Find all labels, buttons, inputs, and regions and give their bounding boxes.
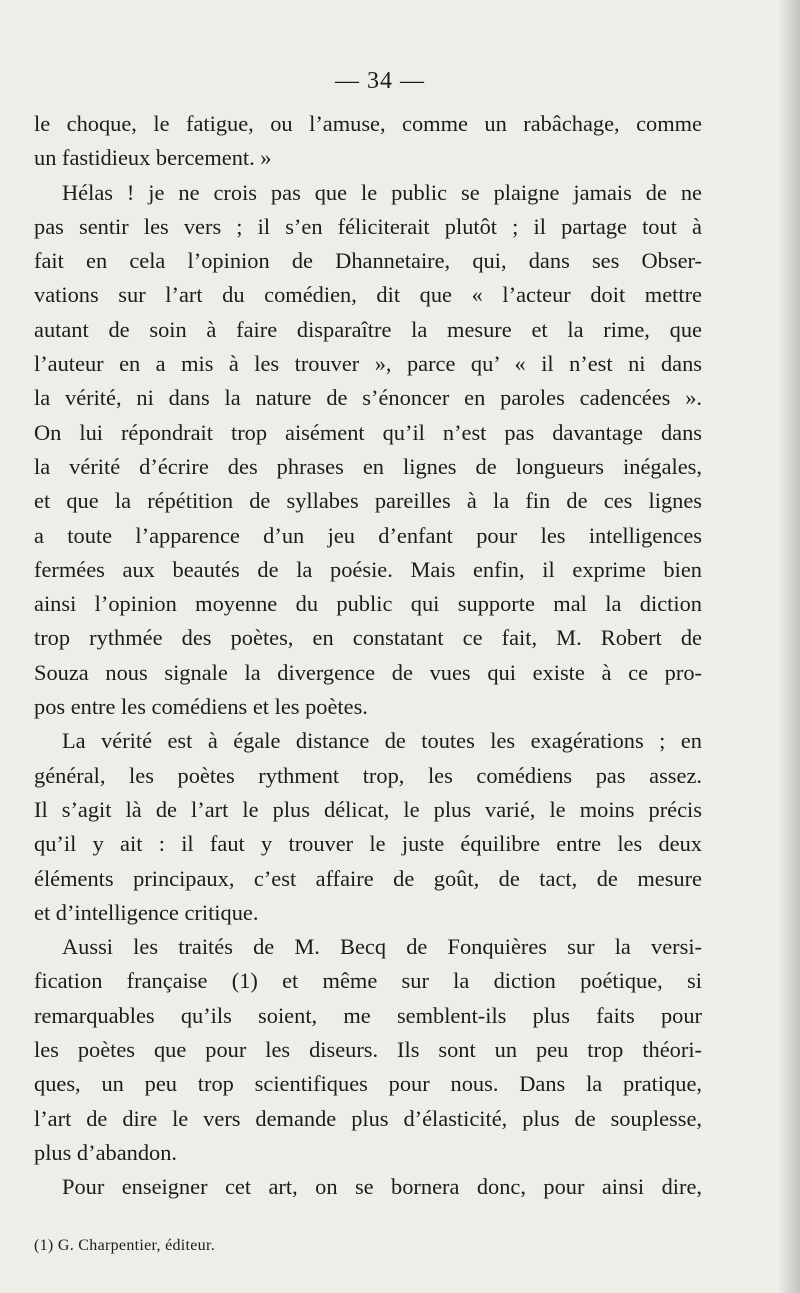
text-line: plus d’abandon. <box>34 1139 178 1165</box>
text-line: On lui répondrait trop aisément qu’il n’est pas davantage dans <box>34 419 702 445</box>
text-line: fait en cela l’opinion de Dhannetaire, qui, dans ses Obser- <box>34 248 702 274</box>
body-text <box>34 107 702 1205</box>
text-line: les poètes que pour les diseurs. Ils sont un peu trop théori- <box>34 1037 702 1063</box>
text-line: l’auteur en a mis à les trouver », parce qu’ « il n’est ni dans <box>34 351 702 377</box>
text-line: trop rythmée des poètes, en constatant ce fait, M. Robert de <box>34 625 702 651</box>
text-line: qu’il y ait : il faut y trouver le juste équilibre entre les deux <box>34 831 702 857</box>
footnote: (1) G. Charpentier, éditeur. <box>34 1237 216 1254</box>
text-line: Il s’agit là de l’art le plus délicat, le plus varié, le moins précis <box>34 796 702 822</box>
text-line: la vérité, ni dans la nature de s’énoncer en paroles cadencées ». <box>34 385 702 411</box>
text-line: Pour enseigner cet art, on se bornera donc, pour ainsi dire, <box>62 1174 702 1200</box>
text-line: et d’intelligence critique. <box>34 899 259 925</box>
text-line: remarquables qu’ils soient, me semblent-ils plus faits pour <box>34 1002 702 1028</box>
text-line: un fastidieux bercement. » <box>34 145 272 171</box>
text-line: fication française (1) et même sur la diction poétique, si <box>34 968 702 994</box>
page-edge-shadow <box>778 0 800 1293</box>
text-line: pas sentir les vers ; il s’en féliciterait plutôt ; il partage tout à <box>34 213 702 239</box>
text-line: ques, un peu trop scientifiques pour nous. Dans la pratique, <box>34 1071 702 1097</box>
text-line: a toute l’apparence d’un jeu d’enfant pour les intelligences <box>34 522 702 548</box>
text-line: la vérité d’écrire des phrases en lignes de longueurs inégales, <box>34 453 702 479</box>
text-line: Aussi les traités de M. Becq de Fonquières sur la versi- <box>62 934 702 960</box>
text-line: autant de soin à faire disparaître la mesure et la rime, que <box>34 316 702 342</box>
text-line: Hélas ! je ne crois pas que le public se plaigne jamais de ne <box>62 179 702 205</box>
text-line: et que la répétition de syllabes pareilles à la fin de ces lignes <box>34 488 702 514</box>
text-line: éléments principaux, c’est affaire de goût, de tact, de mesure <box>34 865 702 891</box>
text-line: général, les poètes rythment trop, les comédiens pas assez. <box>34 762 702 788</box>
text-line: le choque, le fatigue, ou l’amuse, comme un rabâchage, comme <box>34 111 702 136</box>
text-line: pos entre les comédiens et les poètes. <box>34 694 368 720</box>
text-line: l’art de dire le vers demande plus d’élasticité, plus de souplesse, <box>34 1105 702 1131</box>
text-line: fermées aux beautés de la poésie. Mais enfin, il exprime bien <box>34 556 702 582</box>
text-line: Souza nous signale la divergence de vues qui existe à ce pro- <box>34 659 702 685</box>
text-line: La vérité est à égale distance de toutes les exagérations ; en <box>62 728 702 754</box>
page-number: — 34 — <box>335 68 425 94</box>
text-line: vations sur l’art du comédien, dit que « l’acteur doit mettre <box>34 282 702 308</box>
text-line: ainsi l’opinion moyenne du public qui supporte mal la diction <box>34 591 702 617</box>
